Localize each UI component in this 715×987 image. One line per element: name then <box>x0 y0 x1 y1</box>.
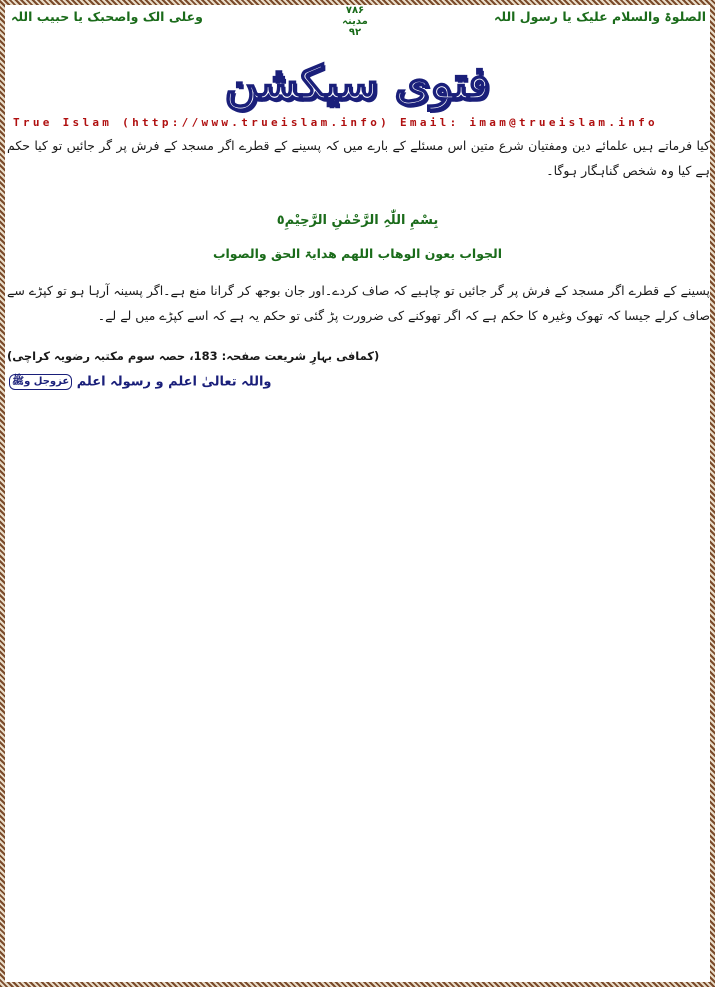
salutation-left: وعلی الک واصحبک یا حبیب اللہ <box>11 9 203 24</box>
closing-text: واللہ تعالیٰ اعلم و رسولہ اعلم <box>76 374 272 390</box>
question-text: کیا فرماتے ہیں علمائے دین ومفتیان شرع متین اس مسئلے کے بارے میں کہ پسینے کے قطرے اگر مسجد کے فرش پر گر جائیں تو کیا حکم ہے کیا وہ شخص گناہگار ہوگا۔ <box>7 138 710 178</box>
reference-citation: (کمافی بہارِ شریعت صفحہ: 183، حصہ سوم مکتبہ رضویہ کراچی) <box>7 349 380 363</box>
honorific-seal: عزوجل وﷺ <box>9 374 72 390</box>
page-title: فتوی سیکشن <box>224 56 491 110</box>
answer-heading: الجواب بعون الوھاب اللھم ھدایۃ الحق والصواب <box>212 246 503 261</box>
page-content <box>5 5 710 982</box>
madina-number-bottom: ۹۲ <box>348 27 362 38</box>
madina-emblem <box>325 5 385 38</box>
madina-word: مدینہ <box>342 16 368 27</box>
site-contact-line: True Islam (http://www.trueislam.info) Email: imam@trueislam.info <box>13 116 658 129</box>
madina-number-top: ۷۸۶ <box>345 5 365 16</box>
bismillah: بِسْمِ اللّٰہِ الرَّحْمٰنِ الرَّحِیْمِ٥ <box>276 213 439 228</box>
salutation-right: الصلوۃ والسلام علیک یا رسول اللہ <box>494 9 706 24</box>
answer-text: پسینے کے قطرے اگر مسجد کے فرش پر گر جائیں تو چاہیے کہ صاف کردے۔اور جان بوجھ کر گرانا منع ہے۔اگر پسینہ آرہا ہو تو کپڑے سے صاف کرلے جیسا کہ تھوک وغیرہ کا حکم ہے کہ اگر تھوکنے کی ضرورت پڑ گئی تو حکم یہ ہے کہ اسے کپڑے میں لے لے۔ <box>7 283 710 323</box>
closing-line <box>7 374 707 390</box>
